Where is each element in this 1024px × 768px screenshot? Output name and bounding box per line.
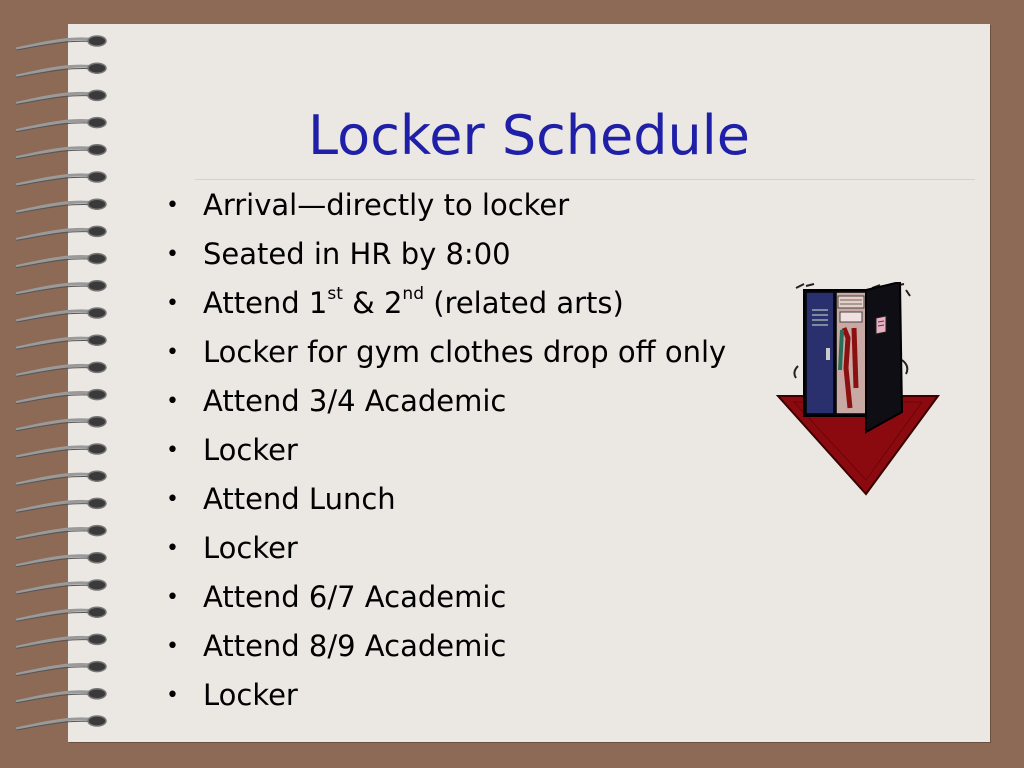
list-item — [166, 573, 726, 622]
ordinal-suffix: nd — [402, 284, 424, 305]
list-item-text — [203, 279, 624, 328]
bullet-icon: • — [166, 634, 179, 659]
bullet-icon: • — [166, 242, 179, 267]
list-item-text: Locker — [203, 678, 298, 712]
list-item-text: Attend 8/9 Academic — [203, 629, 507, 663]
bullet-icon: • — [166, 438, 179, 463]
list-item — [166, 279, 726, 328]
list-item-text-part: (related arts) — [424, 286, 624, 320]
open-locker-arrow-icon — [776, 282, 940, 496]
slide-title: Locker Schedule — [308, 104, 750, 167]
list-item-text: Attend Lunch — [203, 482, 396, 516]
list-item-text: Arrival—directly to locker — [203, 188, 570, 222]
bullet-icon: • — [166, 193, 179, 218]
list-item — [166, 475, 726, 524]
list-item — [166, 230, 726, 279]
bullet-icon: • — [166, 487, 179, 512]
list-item — [166, 181, 726, 230]
bullet-icon: • — [166, 585, 179, 610]
ordinal-suffix: st — [327, 284, 343, 305]
list-item-text: Seated in HR by 8:00 — [203, 237, 511, 271]
bullet-icon: • — [166, 291, 179, 316]
list-item-text-part: Attend 1 — [203, 286, 328, 320]
list-item-text: Attend 3/4 Academic — [203, 384, 507, 418]
bullet-icon: • — [166, 340, 179, 365]
bullet-icon: • — [166, 389, 179, 414]
bullet-icon: • — [166, 536, 179, 561]
list-item — [166, 524, 726, 573]
list-item-text: Locker — [203, 433, 298, 467]
list-item — [166, 671, 726, 720]
list-item — [166, 426, 726, 475]
open-locker-door — [866, 282, 902, 432]
bullet-icon: • — [166, 683, 179, 708]
list-item — [166, 328, 726, 377]
title-divider — [195, 179, 975, 180]
list-item-text: Locker for gym clothes drop off only — [203, 335, 727, 369]
list-item — [166, 622, 726, 671]
list-item — [166, 377, 726, 426]
list-item-text: Attend 6/7 Academic — [203, 580, 507, 614]
list-item-text: Locker — [203, 531, 298, 565]
list-item-text-part: & 2 — [342, 286, 403, 320]
schedule-list — [166, 181, 726, 720]
